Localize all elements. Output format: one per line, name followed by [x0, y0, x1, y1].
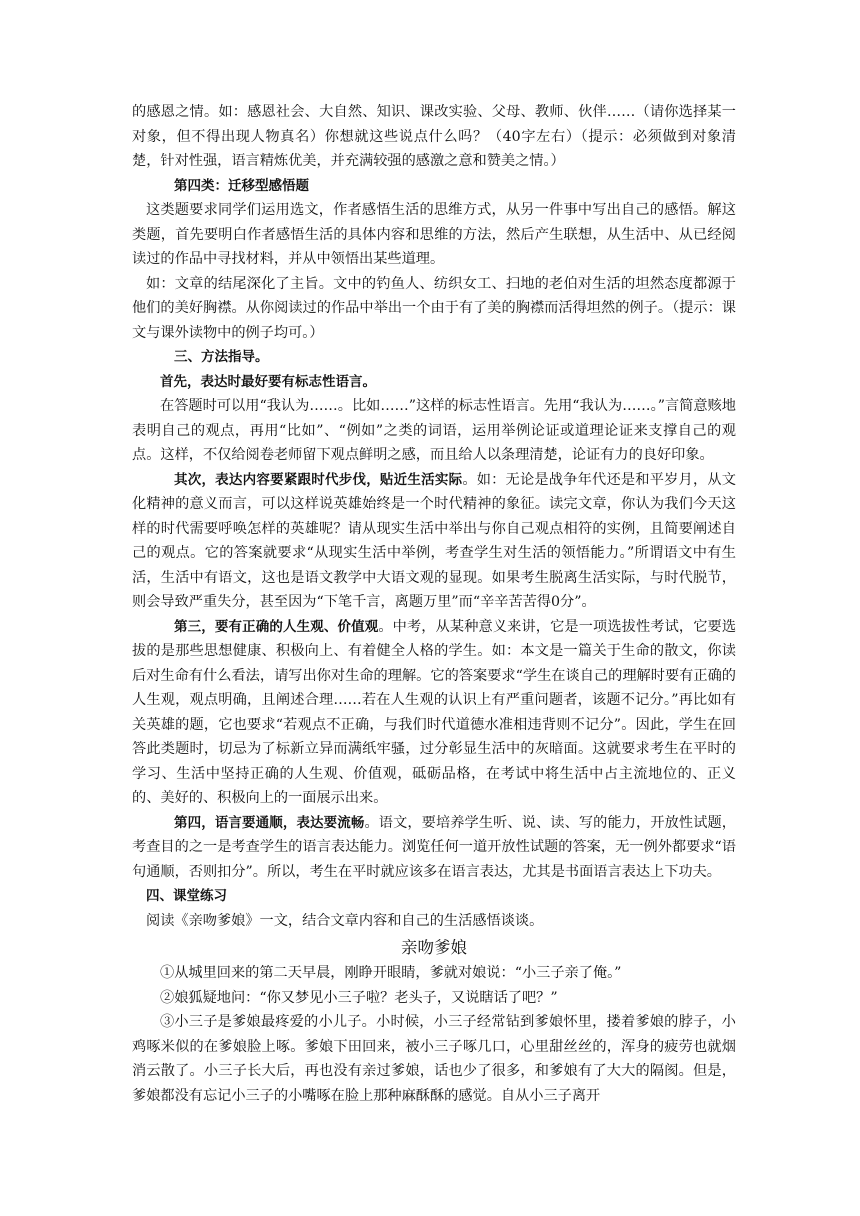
fourth-lead: 第四，语言要通顺，表达要流畅 [174, 814, 365, 831]
section4-heading: 四、课堂练习 [146, 888, 227, 904]
article-paragraph-1: ①从城里回来的第二天早晨，刚睁开眼睛，爹就对娘说：“小三子亲了俺。” [160, 965, 622, 981]
fourth-paragraph [132, 811, 736, 885]
exercise-intro: 阅读《亲吻爹娘》一文，结合文章内容和自己的生活感悟谈谈。 [146, 912, 544, 929]
article-paragraph-2: ②娘狐疑地问：“你又梦见小三子啦？老头子，又说瞎话了吧？” [160, 989, 558, 1006]
first-heading: 首先，表达时最好要有标志性语言。 [160, 373, 376, 390]
second-body: 。如：无论是战争年代还是和平岁月，从文化精神的意义而言，可以这样说英雄始终是一个时代精神的象征。读完文章，你认为我们今天这样的时代需要呼唤怎样的英雄呢？请从现实生活中举出与你自己观点相符的实例，且简要阐述自己的观点。它的答案就要求“从现实生活中举例，考查学生对生活的领悟能力。”所谓语文中有生活，生活中有语文，这也是语文教学中大语文观的显现。如果考生脱离生活实际，与时代脱节，则会导致严重失分，甚至因为“下笔千言，离题万里”而“辛辛苦苦得0分”。 [132, 471, 736, 610]
first-body: 在答题时可以用“我认为……。比如……”这样的标志性语言。先用“我认为……。”言简意赅地表明自己的观点，再用“比如”、“例如”之类的词语，运用举例论证或道理论证来支撑自己的观点。这样，不仅给阅卷老师留下观点鲜明之感，而且给人以条理清楚，论证有力的良好印象。 [132, 398, 736, 463]
type4-heading: 第四类：迁移型感悟题 [174, 177, 309, 194]
third-paragraph [132, 615, 736, 811]
article-title: 亲吻爹娘 [401, 938, 467, 957]
article-paragraph-3: ③小三子是爹娘最疼爱的小儿子。小时候，小三子经常钻到爹娘怀里，搂着爹娘的脖子，小鸡啄米似的在爹娘脸上啄。爹娘下田回来，被小三子啄几口，心里甜丝丝的，浑身的疲劳也就烟消云散了。小三子长大后，再也没有亲过爹娘，话也少了很多，和爹娘有了大大的隔阂。但是，爹娘都没有忘记小三子的小嘴啄在脸上那种麻酥酥的感觉。自从小三子离开 [132, 1014, 736, 1104]
fourth-body: 。语文，要培养学生听、说、读、写的能力，开放性试题，考查目的之一是考查学生的语言表达能力。浏览任何一道开放性试题的答案，无一例外都要求“语句通顺，否则扣分”。所以，考生在平时就应该多在语言表达，尤其是书面语言表达上下功夫。 [132, 814, 736, 880]
section3-heading: 三、方法指导。 [174, 349, 269, 365]
second-lead: 其次，表达内容要紧跟时代步伐，贴近生活实际 [174, 471, 463, 488]
document-page [132, 100, 736, 1108]
third-body: 。中考，从某种意义来讲，它是一项选拔性考试，它要选拔的是那些思想健康、积极向上、有着健全人格的学生。如：本文是一篇关于生命的散文，你读后对生命有什么看法，请写出你对生命的理解。它的答案要求“学生在谈自己的理解时要有正确的人生观，观点明确，且阐述合理……若在人生观的认识上有严重问题者，该题不记分。”再比如有关英雄的题，它也要求“若观点不正确，与我们时代道德水准相违背则不记分”。因此，学生在回答此类题时，切忌为了标新立异而满纸牢骚，过分彰显生活中的灰暗面。这就要求考生在平时的学习、生活中坚持正确的人生观、价值观，砥砺品格，在考试中将生活中占主流地位的、正义的、美好的、积极向上的一面展示出来。 [132, 618, 737, 806]
third-lead: 第三，要有正确的人生观、价值观 [174, 618, 379, 635]
type4-example: 如：文章的结尾深化了主旨。文中的钓鱼人、纺织女工、扫地的老伯对生活的坦然态度都源于他们的美好胸襟。从你阅读过的作品中举出一个由于有了美的胸襟而活得坦然的例子。（提示：课文与课外读物中的例子均可。） [132, 275, 736, 341]
second-paragraph [132, 468, 736, 615]
type4-description: 这类题要求同学们运用选文，作者感悟生活的思维方式，从另一件事中写出自己的感悟。解这类题，首先要明白作者感悟生活的具体内容和思维的方法，然后产生联想，从生活中、从已经阅读过的作品中寻找材料，并从中领悟出某些道理。 [132, 202, 736, 267]
gratitude-paragraph: 的感恩之情。如：感恩社会、大自然、知识、课改实验、父母、教师、伙伴……（请你选择某一对象，但不得出现人物真名）你想就这些说点什么吗？（40字左右）（提示：必须做到对象清楚，针对性强，语言精炼优美，并充满较强的感激之意和赞美之情。） [132, 104, 736, 169]
